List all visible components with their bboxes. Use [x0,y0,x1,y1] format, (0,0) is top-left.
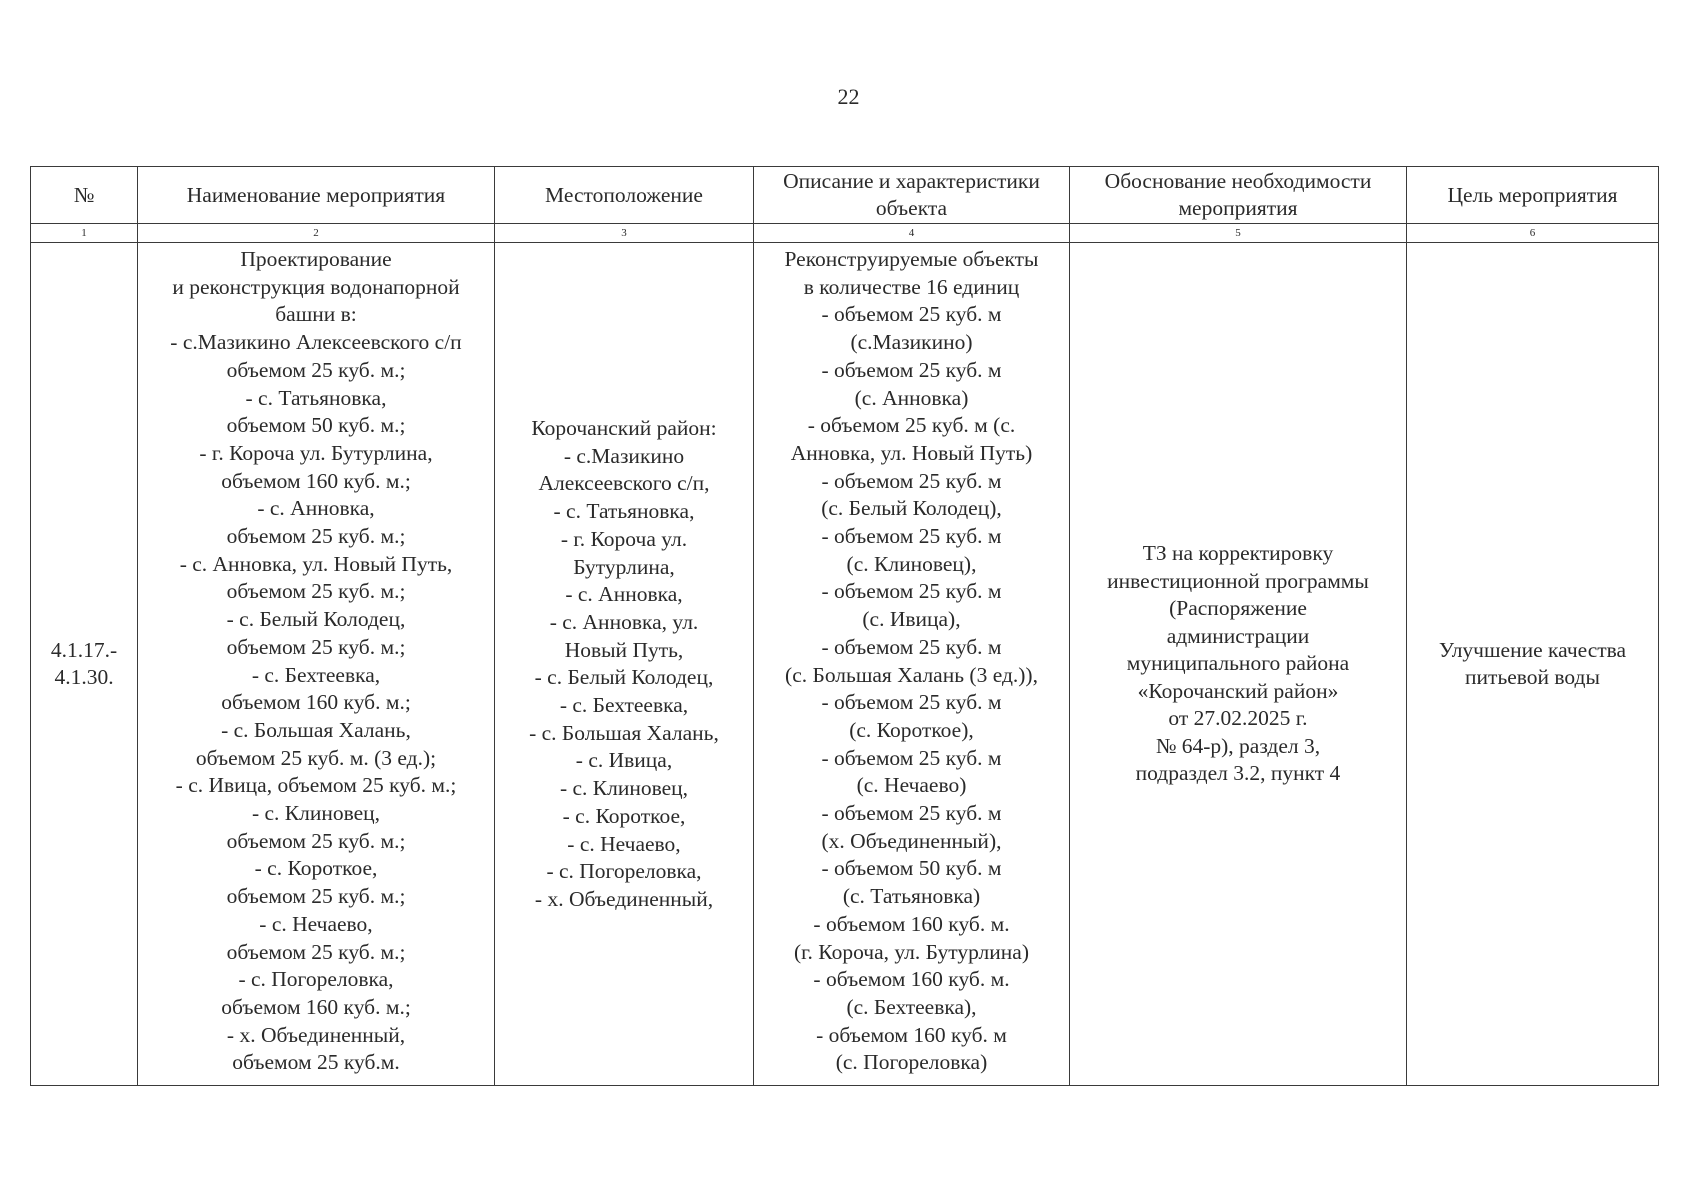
column-number: 1 [31,224,138,243]
cell-line: - г. Короча ул. Бутурлина, [199,440,433,465]
cell-line: - с. Анновка, ул. [549,609,699,634]
cell-line: Анновка, ул. Новый Путь) [790,440,1033,465]
cell-line: (с. Клиновец), [846,551,977,576]
cell-line: - объемом 25 куб. м [821,801,1002,826]
cell-line: (с. Белый Колодец), [821,496,1002,521]
header-description: Описание и характеристики объекта [754,167,1070,224]
cell-line: объемом 25 куб.м. [232,1050,400,1075]
cell-line: подраздел 3.2, пункт 4 [1135,761,1341,786]
cell-line: - объемом 25 куб. м [821,524,1002,549]
column-number: 5 [1070,224,1407,243]
cell-line: - объемом 25 куб. м (с. [807,413,1016,438]
cell-line: объемом 160 куб. м.; [221,690,411,715]
cell-line: - с. Короткое, [562,803,686,828]
row-goal-cell [1407,243,1659,1086]
row-number-cell [31,243,138,1086]
cell-line: Бутурлина, [573,554,675,579]
cell-line: башни в: [275,302,357,327]
cell-line: - объемом 25 куб. м [821,634,1002,659]
cell-line: - с. Большая Халань, [529,720,719,745]
cell-line: объемом 25 куб. м.; [226,357,406,382]
cell-line: - с. Погореловка, [238,967,394,992]
column-number: 6 [1407,224,1659,243]
cell-line: - с. Татьяновка, [245,385,387,410]
cell-line: - х. Объединенный, [534,886,714,911]
cell-line: - объемом 25 куб. м [821,302,1002,327]
header-goal: Цель мероприятия [1407,167,1659,224]
cell-line: «Корочанский район» [1137,678,1339,703]
cell-line: (с. Бехтеевка), [846,994,977,1019]
cell-line: Новый Путь, [564,637,684,662]
cell-line: объемом 160 куб. м.; [221,994,411,1019]
header-row [31,167,1659,224]
column-number: 3 [495,224,754,243]
cell-line: - объемом 25 куб. м [821,468,1002,493]
cell-line: (х. Объединенный), [821,828,1002,853]
page-number: 22 [837,84,860,109]
cell-line: объемом 25 куб. м.; [226,524,406,549]
cell-line: (с. Большая Халань (3 ед.)), [785,662,1038,687]
cell-line: объемом 25 куб. м.; [226,579,406,604]
header-location: Местоположение [495,167,754,224]
cell-line: и реконструкция водонапорной [172,274,460,299]
cell-line: объемом 25 куб. м.; [226,939,406,964]
cell-line: - с. Белый Колодец, [534,665,714,690]
column-number: 2 [138,224,495,243]
cell-line: инвестиционной программы [1107,568,1369,593]
cell-line: ТЗ на корректировку [1142,541,1334,566]
cell-line: - г. Короча ул. [560,526,688,551]
cell-line: питьевой воды [1465,665,1600,689]
row-location-cell [495,243,754,1086]
cell-line: администрации [1166,623,1310,648]
cell-line: (Распоряжение [1169,596,1307,621]
column-number: 4 [754,224,1070,243]
header-basis: Обоснование необходимости мероприятия [1070,167,1407,224]
cell-line: - с.Мазикино Алексеевского с/п [170,330,462,355]
cell-line: № 64-р), раздел 3, [1155,733,1321,758]
cell-line: - с. Ивица, [575,748,673,773]
cell-line: объемом 50 куб. м.; [226,413,406,438]
cell-line: - с.Мазикино [563,443,685,468]
cell-line: Реконструируемые объекты [784,247,1039,271]
cell-line: - объемом 25 куб. м [821,357,1002,382]
cell-line: объемом 25 куб. м.; [226,828,406,853]
cell-line: объемом 160 куб. м.; [221,468,411,493]
cell-line: объемом 25 куб. м. (3 ед.); [195,745,437,770]
cell-line: (с.Мазикино) [850,330,973,355]
header-name: Наименование мероприятия [138,167,495,224]
cell-line: (с. Нечаево) [856,773,967,798]
cell-line: - с. Татьяновка, [553,499,695,524]
cell-line: (с. Короткое), [849,717,974,742]
cell-line: (с. Погореловка) [835,1050,988,1075]
cell-line: - объемом 25 куб. м [821,745,1002,770]
cell-line: (г. Короча, ул. Бутурлина) [794,939,1029,964]
cell-line: - объемом 160 куб. м. [813,911,1010,936]
column-number-row [31,224,1659,243]
cell-line: Корочанский район: [531,416,717,440]
cell-line: - с. Ивица, объемом 25 куб. м.; [175,773,457,798]
row-basis-cell [1070,243,1407,1086]
measures-table [30,166,1659,1086]
cell-line: Улучшение качества [1438,637,1627,662]
cell-line: 4.1.30. [54,665,114,689]
cell-line: - с. Анновка, ул. Новый Путь, [179,551,453,576]
cell-line: - с. Большая Халань, [221,717,411,742]
table-row [31,243,1659,1086]
cell-line: - с. Бехтеевка, [559,693,689,718]
cell-line: - объемом 160 куб. м. [813,967,1010,992]
cell-line: Проектирование [240,247,392,271]
cell-line: - х. Объединенный, [226,1022,406,1047]
cell-line: - с. Анновка, [565,582,683,607]
cell-line: в количестве 16 единиц [803,274,1020,299]
cell-line: - с. Нечаево, [259,911,373,936]
cell-line: Алексеевского с/п, [538,471,710,496]
cell-line: от 27.02.2025 г. [1168,706,1308,731]
cell-line: (с. Анновка) [854,385,969,410]
cell-line: (с. Ивица), [862,607,961,632]
cell-line: (с. Татьяновка) [842,884,981,909]
cell-line: объемом 25 куб. м.; [226,884,406,909]
cell-line: - с. Анновка, [257,496,375,521]
cell-line: - объемом 25 куб. м [821,579,1002,604]
header-number: № [31,167,138,224]
cell-line: - с. Клиновец, [251,801,381,826]
cell-line: - с. Погореловка, [546,859,702,884]
row-description-cell [754,243,1070,1086]
cell-line: - с. Белый Колодец, [226,607,406,632]
cell-line: - с. Бехтеевка, [251,662,381,687]
cell-line: муниципального района [1126,651,1350,676]
cell-line: - объемом 25 куб. м [821,690,1002,715]
row-name-cell [138,243,495,1086]
cell-line: - с. Нечаево, [567,831,681,856]
cell-line: - с. Короткое, [254,856,378,881]
cell-line: объемом 25 куб. м.; [226,634,406,659]
cell-line: - с. Клиновец, [559,776,689,801]
cell-line: - объемом 160 куб. м [816,1022,1007,1047]
cell-line: 4.1.17.- [50,638,118,662]
cell-line: - объемом 50 куб. м [821,856,1002,881]
